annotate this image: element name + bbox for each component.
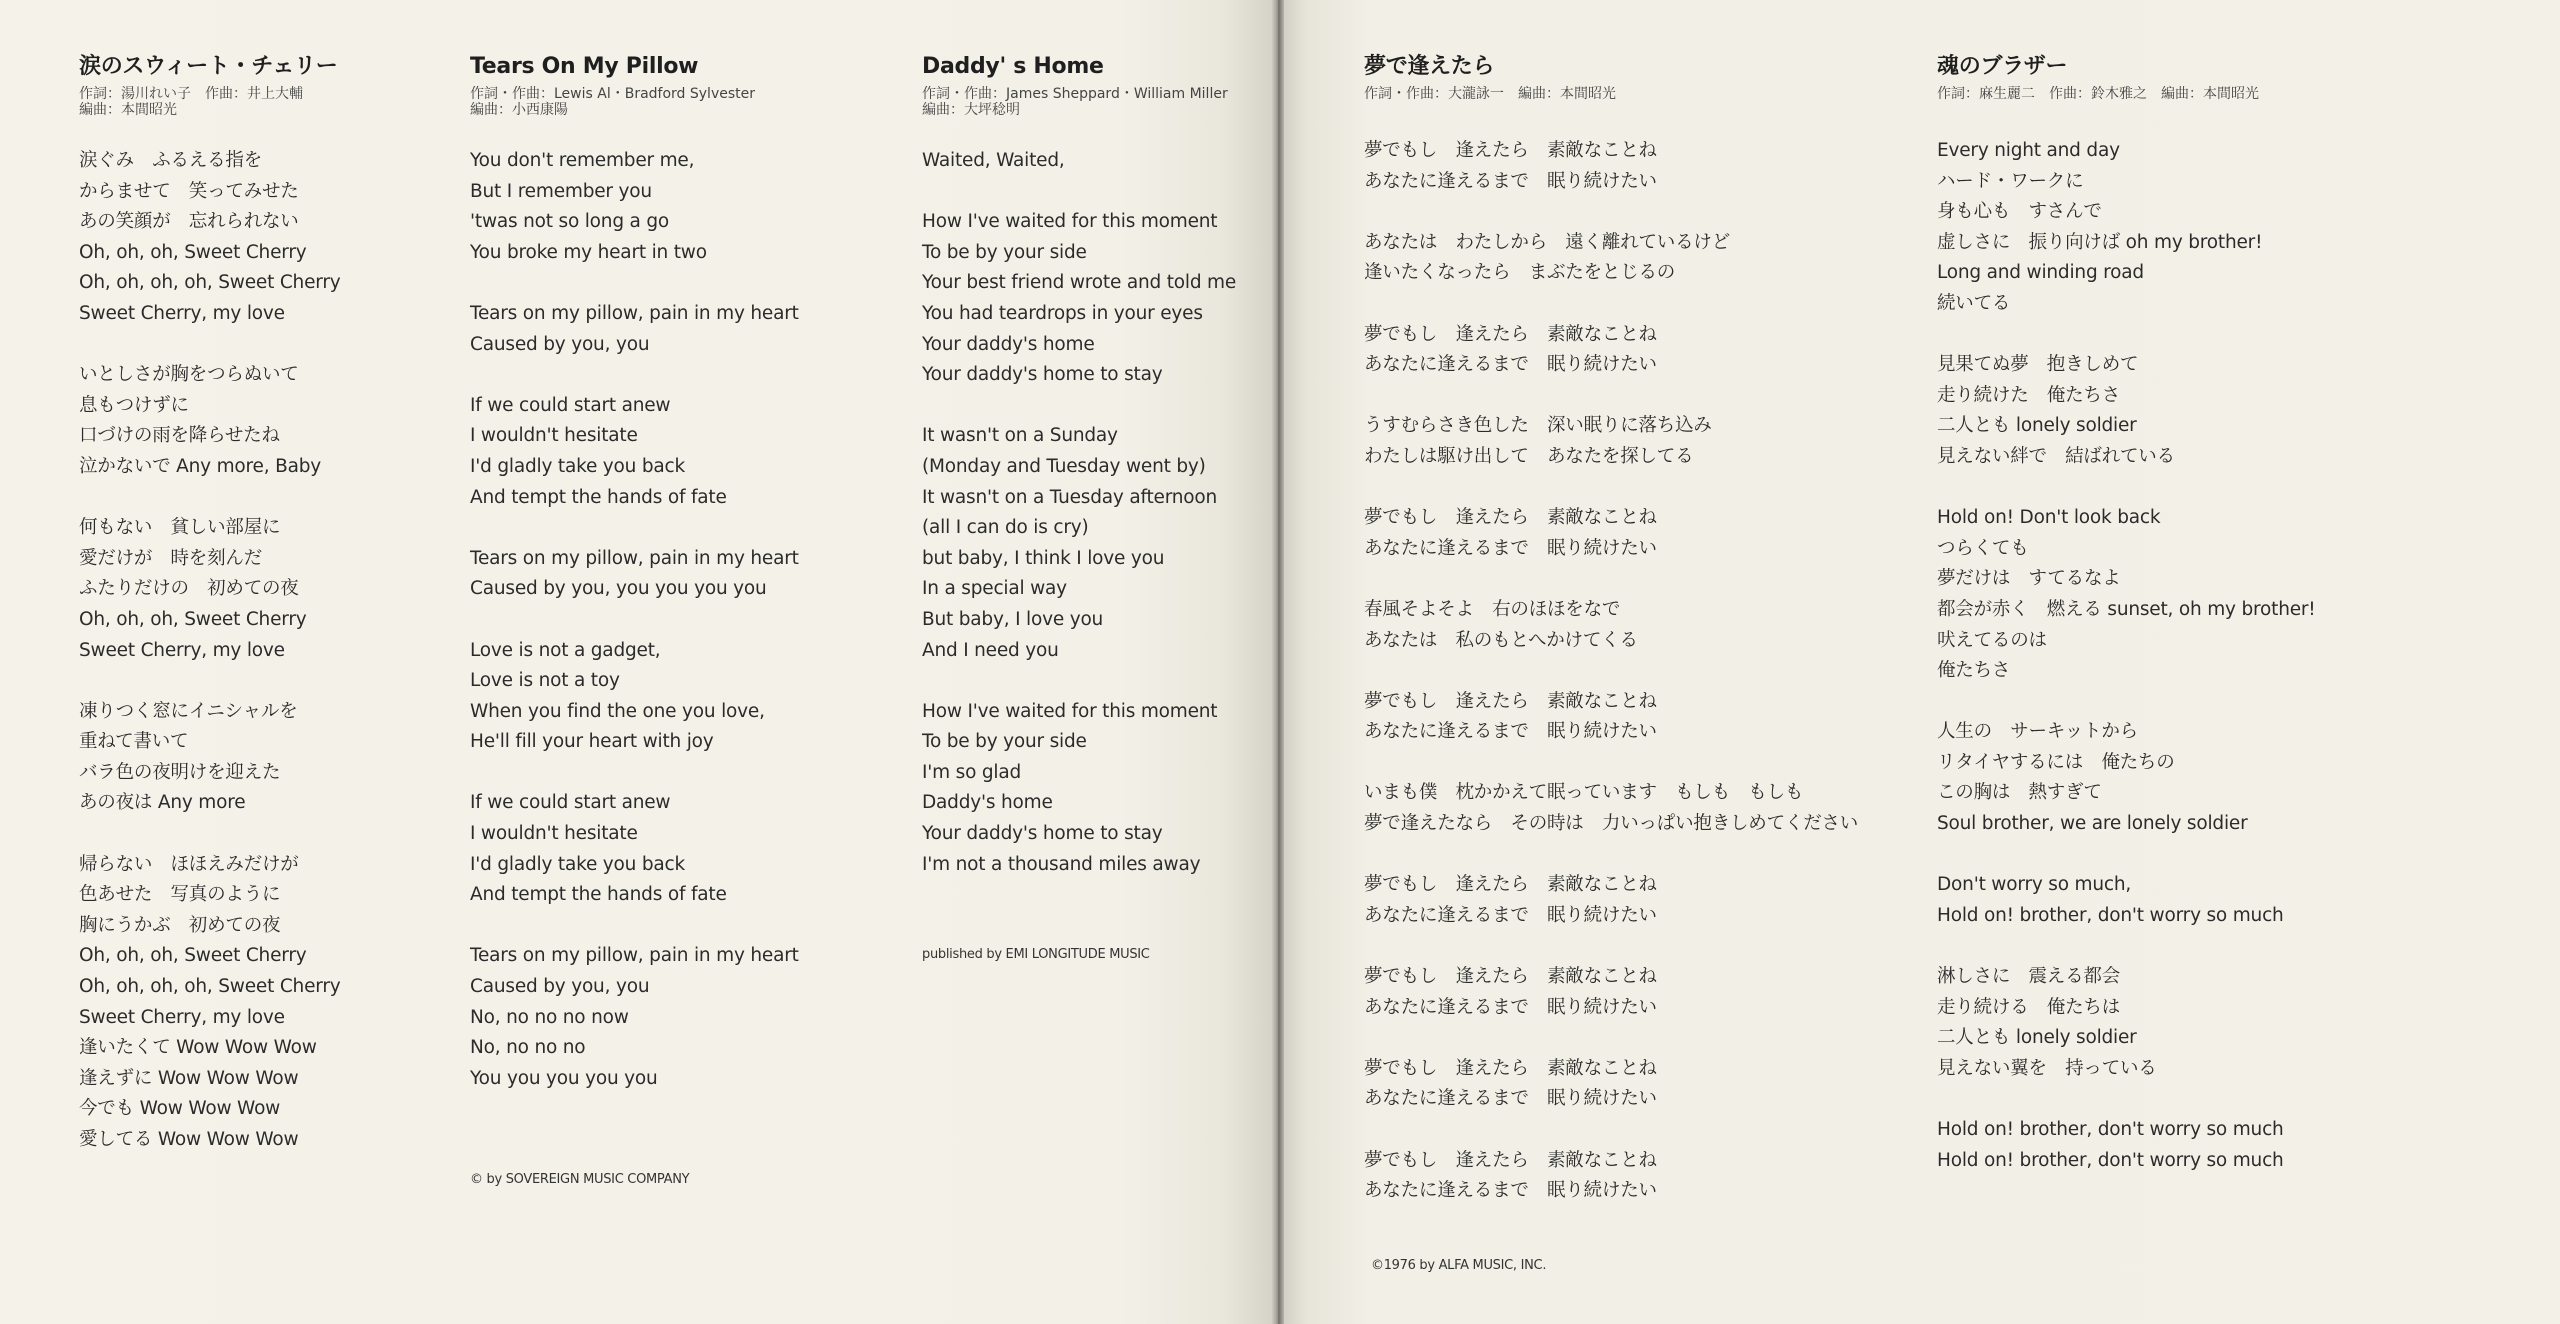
lyric-stanza: [470, 146, 799, 268]
lyric-stanza: [922, 421, 1236, 666]
lyric-line: からませて 笑ってみせた: [79, 180, 299, 202]
lyric-line: あなたは わたしから 遠く離れているけど: [1364, 231, 1731, 253]
lyric-line: いとしさが胸をつらぬいて: [79, 364, 299, 386]
song-namida-no-sweet-cherry: [79, 54, 341, 1186]
lyric-line: Caused by you, you you you you: [470, 578, 767, 600]
lyric-line: Oh, oh, oh, Sweet Cherry: [79, 241, 307, 263]
lyric-line: In a special way: [922, 578, 1067, 600]
lyric-line: Sweet Cherry, my love: [79, 639, 285, 661]
credit-line: 作詞：麻生麗二 作曲：鈴木雅之 編曲：本間昭光: [1937, 86, 2259, 102]
lyric-line: 俺たちさ: [1937, 660, 2011, 682]
lyric-line: Daddy's home: [922, 792, 1053, 814]
lyric-line: 夢でもし 逢えたら 素敵なことね: [1364, 323, 1657, 345]
lyric-line: あなたに逢えるまで 眠り続けたい: [1364, 170, 1657, 192]
lyric-line: 夢でもし 逢えたら 素敵なことね: [1364, 1149, 1657, 1171]
lyric-line: 口づけの雨を降らせたね: [79, 425, 280, 447]
lyric-stanza: [79, 850, 341, 1156]
lyric-line: 夢でもし 逢えたら 素敵なことね: [1364, 874, 1657, 896]
lyric-stanza: [1364, 870, 1858, 931]
lyric-line: Tears on my pillow, pain in my heart: [470, 302, 799, 324]
lyric-stanza: [470, 391, 799, 513]
lyric-line: 愛だけが 時を刻んだ: [79, 547, 263, 569]
lyric-line: How I've waited for this moment: [922, 700, 1218, 722]
lyric-line: You don't remember me,: [470, 150, 695, 171]
lyric-stanza: [79, 146, 341, 330]
lyric-stanza: [1937, 870, 2316, 931]
lyric-line: And tempt the hands of fate: [470, 486, 727, 508]
lyric-line: If we could start anew: [470, 394, 671, 416]
lyric-line: How I've waited for this moment: [922, 211, 1218, 233]
lyric-stanza: [922, 697, 1236, 881]
lyric-stanza: [79, 360, 341, 482]
lyric-line: I'm so glad: [922, 761, 1022, 783]
song-credits: [1364, 86, 1858, 102]
lyric-line: Love is not a gadget,: [470, 639, 661, 661]
lyric-line: 吠えてるのは: [1937, 629, 2047, 651]
lyric-line: あなたに逢えるまで 眠り続けたい: [1364, 1180, 1657, 1202]
lyric-line: 色あせた 写真のように: [79, 884, 281, 906]
song-credits: [470, 86, 799, 118]
lyric-line: 春風そよそよ 右のほほをなで: [1364, 598, 1621, 620]
song-yume-de-aetara: [1364, 54, 1858, 1237]
song-title: 魂のブラザー: [1937, 54, 2068, 79]
lyric-line: 二人とも lonely soldier: [1937, 415, 2137, 437]
lyric-stanza: [470, 941, 799, 1094]
lyric-stanza: [1937, 717, 2316, 839]
lyric-stanza: [1364, 411, 1858, 472]
lyrics: [1364, 136, 1858, 1207]
lyric-line: It wasn't on a Tuesday afternoon: [922, 486, 1218, 508]
lyric-line: 息もつけずに: [79, 394, 189, 416]
lyric-line: ハード・ワークに: [1937, 170, 2084, 192]
song-credits: [922, 86, 1236, 118]
lyric-line: 二人とも lonely soldier: [1937, 1027, 2137, 1049]
lyric-line: 走り続ける 俺たちは: [1937, 996, 2121, 1018]
lyric-line: Sweet Cherry, my love: [79, 1006, 285, 1028]
lyric-line: Hold on! brother, don't worry so much: [1937, 904, 2284, 926]
lyric-line: 逢えずに Wow Wow Wow: [79, 1067, 299, 1089]
lyric-line: 都会が赤く 燃える sunset, oh my brother!: [1937, 598, 2316, 620]
lyric-stanza: [79, 513, 341, 666]
lyric-line: Oh, oh, oh, oh, Sweet Cherry: [79, 976, 341, 998]
lyric-line: (Monday and Tuesday went by): [922, 455, 1206, 477]
lyric-line: To be by your side: [922, 241, 1087, 263]
lyric-stanza: [1364, 320, 1858, 381]
song-tamashii-no-brother: [1937, 54, 2316, 1207]
lyric-line: 身も心も すさんで: [1937, 201, 2102, 223]
lyric-line: リタイヤするには 俺たちの: [1937, 751, 2175, 773]
lyrics: [470, 146, 799, 1094]
lyric-line: 帰らない ほほえみだけが: [79, 853, 299, 875]
lyric-line: あなたに逢えるまで 眠り続けたい: [1364, 996, 1657, 1018]
lyric-line: わたしは駆け出して あなたを探してる: [1364, 445, 1694, 467]
lyric-stanza: [922, 207, 1236, 391]
copyright-footnote: © by SOVEREIGN MUSIC COMPANY: [470, 1172, 690, 1187]
lyric-line: Your daddy's home: [922, 333, 1095, 355]
lyric-line: あなたに逢えるまで 眠り続けたい: [1364, 1088, 1657, 1110]
lyric-stanza: [470, 788, 799, 910]
lyric-line: 虚しさに 振り向けば oh my brother!: [1937, 231, 2263, 253]
lyric-line: If we could start anew: [470, 792, 671, 814]
lyric-line: うすむらさき色した 深い眠りに落ち込み: [1364, 415, 1712, 437]
lyric-line: あの笑顔が 忘れられない: [79, 211, 299, 233]
lyric-line: あなたに逢えるまで 眠り続けたい: [1364, 354, 1657, 376]
lyric-line: I'm not a thousand miles away: [922, 853, 1201, 875]
lyric-line: 'twas not so long a go: [470, 211, 670, 233]
lyric-line: Oh, oh, oh, Sweet Cherry: [79, 608, 307, 630]
credit-line: 作詞：湯川れい子 作曲：井上大輔: [79, 86, 303, 102]
lyric-stanza: [470, 299, 799, 360]
lyric-line: You broke my heart in two: [470, 241, 707, 263]
lyric-line: 夢で逢えたなら その時は 力いっぱい抱きしめてください: [1364, 813, 1859, 835]
lyric-stanza: [1364, 962, 1858, 1023]
lyric-line: I wouldn't hesitate: [470, 425, 638, 447]
lyric-line: 泣かないで Any more, Baby: [79, 455, 321, 477]
lyric-line: 夢でもし 逢えたら 素敵なことね: [1364, 966, 1657, 988]
lyric-line: 夢でもし 逢えたら 素敵なことね: [1364, 1057, 1657, 1079]
song-title: Tears On My Pillow: [470, 54, 699, 79]
lyric-line: Soul brother, we are lonely soldier: [1937, 813, 2248, 835]
lyric-line: あなたに逢えるまで 眠り続けたい: [1364, 904, 1657, 926]
lyric-line: 夢でもし 逢えたら 素敵なことね: [1364, 140, 1657, 161]
lyric-stanza: [1364, 687, 1858, 748]
lyric-line: Caused by you, you: [470, 976, 650, 998]
lyric-line: No, no no no: [470, 1037, 586, 1059]
song-tears-on-my-pillow: [470, 54, 799, 1125]
song-credits: [1937, 86, 2316, 102]
lyric-line: Your best friend wrote and told me: [922, 272, 1237, 294]
lyric-line: Caused by you, you: [470, 333, 650, 355]
lyric-line: Your daddy's home to stay: [922, 823, 1163, 845]
book-gutter: [1272, 0, 1284, 1324]
lyric-line: 見えない絆で 結ばれている: [1937, 445, 2175, 467]
lyric-stanza: [1937, 1115, 2316, 1176]
credit-line: 作詞・作曲：James Sheppard・William Miller: [922, 86, 1228, 102]
lyric-line: 走り続けた 俺たちさ: [1937, 384, 2121, 406]
lyric-line: I'd gladly take you back: [470, 853, 686, 875]
lyric-line: but baby, I think I love you: [922, 547, 1165, 569]
lyric-stanza: [1364, 136, 1858, 197]
lyric-line: I'd gladly take you back: [470, 455, 686, 477]
lyric-line: いまも僕 枕かかえて眠っています もしも もしも: [1364, 782, 1804, 804]
lyric-stanza: [1937, 136, 2316, 320]
lyric-line: 人生の サーキットから: [1937, 721, 2138, 743]
lyrics: [79, 146, 341, 1156]
lyric-line: Hold on! brother, don't worry so much: [1937, 1149, 2284, 1171]
lyric-line: 見果てぬ夢 抱きしめて: [1937, 354, 2139, 376]
lyric-line: Oh, oh, oh, Sweet Cherry: [79, 945, 307, 967]
song-title: 涙のスウィート・チェリー: [79, 54, 338, 79]
lyric-line: It wasn't on a Sunday: [922, 425, 1118, 447]
song-title: 夢で逢えたら: [1364, 54, 1495, 79]
lyric-line: バラ色の夜明けを迎えた: [79, 761, 281, 783]
lyric-line: つらくても: [1937, 537, 2029, 559]
credit-line: 編曲：大坪稔明: [922, 102, 1020, 118]
lyric-line: 逢いたくなったら まぶたをとじるの: [1364, 262, 1676, 284]
lyric-line: 今でも Wow Wow Wow: [79, 1098, 281, 1120]
lyric-stanza: [1937, 962, 2316, 1084]
lyric-line: 逢いたくて Wow Wow Wow: [79, 1037, 317, 1059]
credit-line: 編曲：小西康陽: [470, 102, 568, 118]
lyric-line: この胸は 熱すぎて: [1937, 782, 2102, 804]
lyric-line: 何もない 貧しい部屋に: [79, 517, 281, 539]
copyright-footnote: ©1976 by ALFA MUSIC, INC.: [1371, 1258, 1547, 1273]
song-daddys-home: [922, 54, 1236, 911]
lyric-line: あの夜は Any more: [79, 792, 246, 814]
credit-line: 作詞・作曲：大瀧詠一 編曲：本間昭光: [1364, 86, 1616, 102]
lyric-line: Hold on! Don't look back: [1937, 507, 2161, 529]
lyric-line: 夢だけは すてるなよ: [1937, 568, 2121, 590]
lyric-stanza: [922, 146, 1236, 177]
lyric-line: Waited, Waited,: [922, 150, 1065, 171]
lyric-line: Hold on! brother, don't worry so much: [1937, 1119, 2284, 1140]
lyric-stanza: [1364, 228, 1858, 289]
lyric-line: Tears on my pillow, pain in my heart: [470, 547, 799, 569]
lyric-line: 続いてる: [1937, 292, 2011, 314]
lyric-line: Tears on my pillow, pain in my heart: [470, 945, 799, 967]
lyric-line: 愛してる Wow Wow Wow: [79, 1129, 299, 1150]
lyric-line: He'll fill your heart with joy: [470, 731, 714, 753]
lyrics: [922, 146, 1236, 880]
lyric-line: Sweet Cherry, my love: [79, 302, 285, 324]
lyric-line: 夢でもし 逢えたら 素敵なことね: [1364, 507, 1657, 529]
credit-line: 作詞・作曲：Lewis Al・Bradford Sylvester: [470, 86, 755, 102]
lyric-stanza: [470, 636, 799, 758]
lyric-line: Long and winding road: [1937, 262, 2144, 284]
lyric-line: 涙ぐみ ふるえる指を: [79, 150, 263, 171]
lyric-line: Oh, oh, oh, oh, Sweet Cherry: [79, 272, 341, 294]
lyric-line: あなたは 私のもとへかけてくる: [1364, 629, 1638, 651]
song-credits: [79, 86, 341, 118]
lyric-line: 見えない翼を 持っている: [1937, 1057, 2157, 1079]
lyric-line: Don't worry so much,: [1937, 874, 2132, 896]
lyric-line: あなたに逢えるまで 眠り続けたい: [1364, 721, 1657, 743]
lyric-stanza: [1937, 503, 2316, 687]
lyric-stanza: [1364, 595, 1858, 656]
lyric-line: Love is not a toy: [470, 670, 620, 692]
lyric-line: I wouldn't hesitate: [470, 823, 638, 845]
lyric-line: When you find the one you love,: [470, 700, 765, 722]
lyric-line: Your daddy's home to stay: [922, 364, 1163, 386]
lyric-stanza: [1364, 1146, 1858, 1207]
lyric-line: ふたりだけの 初めての夜: [79, 578, 299, 600]
lyric-line: No, no no no now: [470, 1006, 629, 1028]
lyric-line: 凍りつく窓にイニシャルを: [79, 700, 298, 722]
lyric-line: 夢でもし 逢えたら 素敵なことね: [1364, 690, 1657, 712]
lyric-stanza: [79, 697, 341, 819]
lyric-stanza: [1937, 350, 2316, 472]
credit-line: 編曲：本間昭光: [79, 102, 177, 118]
lyric-line: 胸にうかぶ 初めての夜: [79, 914, 281, 936]
lyric-line: (all I can do is cry): [922, 517, 1089, 539]
lyric-line: 重ねて書いて: [79, 731, 189, 753]
lyric-line: And tempt the hands of fate: [470, 884, 727, 906]
lyric-line: あなたに逢えるまで 眠り続けたい: [1364, 537, 1657, 559]
lyric-line: But baby, I love you: [922, 608, 1104, 630]
lyric-line: You had teardrops in your eyes: [922, 302, 1203, 324]
lyric-line: And I need you: [922, 639, 1059, 661]
lyric-stanza: [1364, 1054, 1858, 1115]
lyric-stanza: [1364, 503, 1858, 564]
lyric-stanza: [1364, 778, 1858, 839]
lyric-stanza: [470, 544, 799, 605]
publisher-footnote: published by EMI LONGITUDE MUSIC: [922, 947, 1150, 962]
lyrics: [1937, 136, 2316, 1176]
lyric-line: But I remember you: [470, 180, 652, 202]
lyric-line: You you you you you: [470, 1067, 658, 1089]
lyric-line: To be by your side: [922, 731, 1087, 753]
lyric-line: 淋しさに 震える都会: [1937, 966, 2121, 988]
song-title: Daddy' s Home: [922, 54, 1104, 79]
lyric-line: Every night and day: [1937, 140, 2120, 161]
